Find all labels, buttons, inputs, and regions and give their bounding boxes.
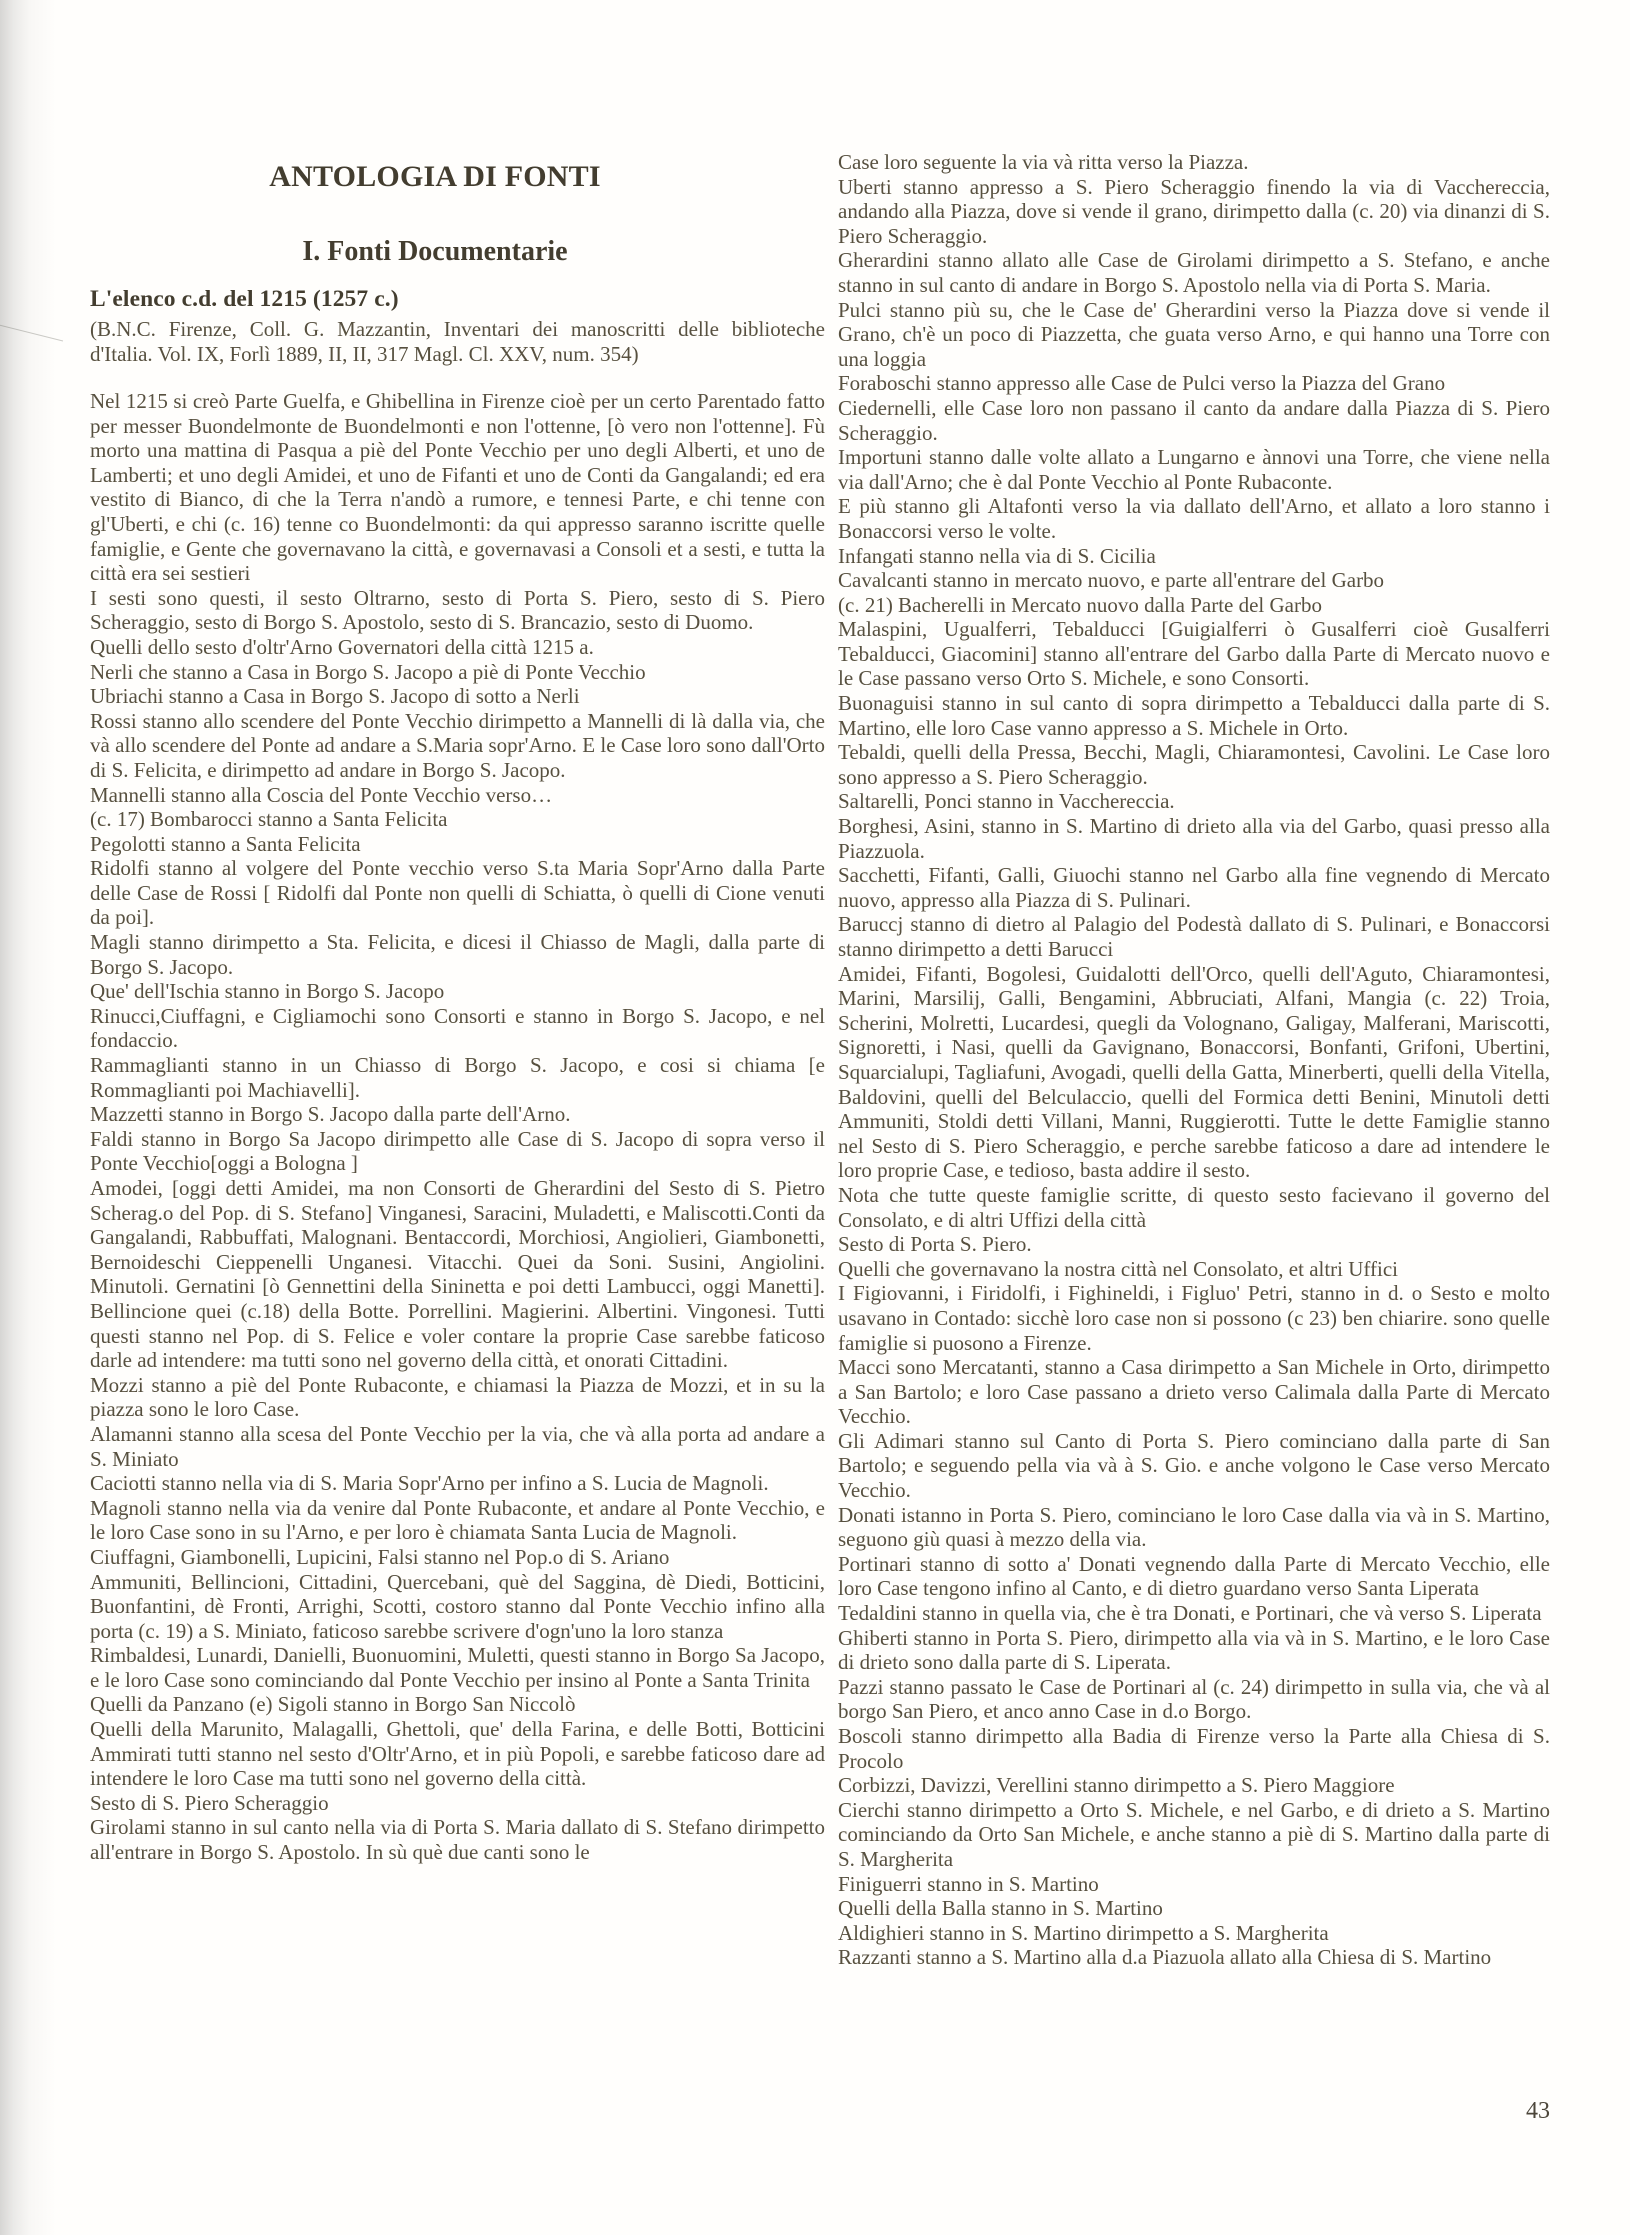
entry: Quelli che governavano la nostra città nel Consolato, et altri Uffici bbox=[838, 1256, 1399, 1281]
entry: Cavalcanti stanno in mercato nuovo, e parte all'entrare del Garbo bbox=[838, 568, 1385, 593]
entry: Gli Adimari stanno sul Canto di Porta S. Piero cominciano dalla parte di San Bartolo; e seguendo pella via và à S. Gio. e anche volgono le Case verso Mercato Vecchio. bbox=[838, 1428, 1550, 1503]
entry: Corbizzi, Davizzi, Verellini stanno dirimpetto a S. Piero Maggiore bbox=[838, 1773, 1395, 1798]
entry: Nel 1215 si creò Parte Guelfa, e Ghibellina in Firenze cioè per un certo Parentado fatto per messer Buondelmonte de Buondelmonti e non l'ottenne, [ò vero non l'ottenne]. Fù morto una mattina di Pasqua a piè del Ponte Vecchio per uno degli Alberti, et uno de Lamberti; et uno degli Amidei, et uno de Fifanti et uno de Conti da Gangalandi; ed era vestito di Bianco, di che la Terra n'andò a rumore, e tennesi Parte, e chi tenne con gl'Uberti, e chi (c. 16) tenne co Buondelmonti: da qui appresso saranno iscritte quelle famiglie, e Gente che governavano la città, e governavasi a Consoli et a sesti, e tutta la città era sei sestieri bbox=[90, 389, 825, 586]
scan-scratch-artifact bbox=[0, 324, 63, 342]
entry: Faldi stanno in Borgo Sa Jacopo dirimpetto alle Case di S. Jacopo di sopra verso il Ponte Vecchio[oggi a Bologna ] bbox=[90, 1126, 825, 1176]
right-text-column bbox=[838, 150, 1550, 1970]
entry: Ciedernelli, elle Case loro non passano il canto da andare dalla Piazza di S. Piero Scheraggio. bbox=[838, 395, 1550, 445]
entry: Sacchetti, Fifanti, Galli, Giuochi stanno nel Garbo alla fine vegnendo di Mercato nuovo, appresso alla Piazza di S. Pulinari. bbox=[838, 863, 1550, 912]
entry: Ammuniti, Bellincioni, Cittadini, Quercebani, què del Saggina, dè Diedi, Botticini, Buonfantini, dè Fronti, Arrighi, Scotti, costoro stanno dal Ponte Vecchio infino alla porta (c. 19) a S. Miniato, faticoso sarebbe scrivere d'ogn'uno la loro stanza bbox=[90, 1569, 825, 1643]
entry: (c. 21) Bacherelli in Mercato nuovo dalla Parte del Garbo bbox=[838, 592, 1322, 617]
entry: (c. 17) Bombarocci stanno a Santa Felicita bbox=[90, 807, 448, 832]
entry: Magnoli stanno nella via da venire dal Ponte Rubaconte, et andare al Ponte Vecchio, e le loro Case sono in su l'Arno, e per loro è chiamata Santa Lucia de Magnoli. bbox=[90, 1495, 825, 1545]
entry: Tebaldi, quelli della Pressa, Becchi, Magli, Chiaramontesi, Cavolini. Le Case loro sono appresso a S. Piero Scheraggio. bbox=[838, 740, 1550, 789]
entry: Quelli della Marunito, Malagalli, Ghettoli, que' della Farina, e delle Botti, Botticini Ammirati tutti stanno nel sesto d'Oltr'Arno, et in più Popoli, e sarebbe faticoso dare ad intendere le loro Case ma tutti sono nel governo della città. bbox=[90, 1717, 825, 1791]
entry: Malaspini, Ugualferri, Tebalducci [Guigialferri ò Gusalferri cioè Gusalferri Tebalducci, Giacomini] stanno all'entrare del Garbo dalla Parte di Mercato nuovo e le Case passano verso Orto S. Michele, e sono Consorti. bbox=[838, 617, 1550, 691]
entry: Baruccj stanno di dietro al Palagio del Podestà dallato di S. Pulinari, e Bonaccorsi stanno dirimpetto a detti Barucci bbox=[838, 912, 1550, 961]
entry: Mannelli stanno alla Coscia del Ponte Vecchio verso… bbox=[90, 782, 553, 807]
entry: Quelli dello sesto d'oltr'Arno Governatori della città 1215 a. bbox=[90, 634, 594, 659]
section-heading: L'elenco c.d. del 1215 (1257 c.) bbox=[90, 286, 399, 312]
entry: Saltarelli, Ponci stanno in Vacchereccia. bbox=[838, 789, 1175, 814]
entry: Macci sono Mercatanti, stanno a Casa dirimpetto a San Michele in Orto, dirimpetto a San Bartolo; e loro Case passano a drieto verso Calimala dalla Parte di Mercato Vecchio. bbox=[838, 1355, 1550, 1429]
entry: Mazzetti stanno in Borgo S. Jacopo dalla parte dell'Arno. bbox=[90, 1102, 571, 1127]
entry: Girolami stanno in sul canto nella via di Porta S. Maria dallato di S. Stefano dirimpetto all'entrare in Borgo S. Apostolo. In sù què due canti sono le bbox=[90, 1815, 825, 1865]
entry: Gherardini stanno allato alle Case de Girolami dirimpetto a S. Stefano, e anche stanno in sul canto di andare in Borgo S. Apostolo nella via di Porta S. Maria. bbox=[838, 248, 1550, 297]
entry: Pulci stanno più su, che le Case de' Gherardini verso la Piazza dove si vende il Grano, ch'è un poco di Piazzetta, che guata verso Arno, e qui hanno una Torre con una loggia bbox=[838, 297, 1550, 371]
entry: Alamanni stanno alla scesa del Ponte Vecchio per la via, che và alla porta ad andare a S. Miniato bbox=[90, 1421, 825, 1471]
entry: Razzanti stanno a S. Martino alla d.a Piazuola allato alla Chiesa di S. Martino bbox=[838, 1945, 1492, 1970]
entry: Quelli da Panzano (e) Sigoli stanno in Borgo San Niccolò bbox=[90, 1692, 576, 1717]
entry: I Figiovanni, i Firidolfi, i Fighineldi, i Figluo' Petri, stanno in d. o Sesto e molto usavano in Contado: sicchè loro case non si possono (c 23) ben chiarire. sono quelle famiglie si puosono a Firenze. bbox=[838, 1281, 1550, 1355]
entry: Rinucci,Ciuffagni, e Cigliamochi sono Consorti e stanno in Borgo S. Jacopo, e nel fondaccio. bbox=[90, 1003, 825, 1053]
page-number: 43 bbox=[1526, 2098, 1550, 2124]
entry: Cierchi stanno dirimpetto a Orto S. Michele, e nel Garbo, e di drieto a S. Martino cominciando da Orto San Michele, e anche stanno a piè di S. Martino dalla parte di S. Margherita bbox=[838, 1797, 1550, 1871]
entry: Rimbaldesi, Lunardi, Danielli, Buonuomini, Muletti, questi stanno in Borgo Sa Jacopo, e le loro Case sono cominciando dal Ponte Vecchio per insino al Ponte a Santa Trinita bbox=[90, 1643, 825, 1692]
entry: Sesto di Porta S. Piero. bbox=[838, 1232, 1032, 1257]
entry: Amidei, Fifanti, Bogolesi, Guidalotti dell'Orco, quelli dell'Aguto, Chiaramontesi, Marini, Marsilij, Galli, Bengamini, Abbruciati, Alfani, Mangia (c. 22) Troia, Scherini, Molretti, Lucardesi, quegli da Volognano, Galigay, Malferani, Mariscotti, Signoretti, i Nasi, quelli da Gavignano, Bonaccorsi, Bonfanti, Grifoni, Ubertini, Squarcialupi, Tagliafuni, Avogadi, quelli della Gatta, Minerberti, quelli della Vitella, Baldovini, quelli del Belculaccio, quelli del Formica detti Benini, Minutoli detti Ammuniti, Stoldi detti Villani, Manni, Ruggierotti. Tutte le dette Famiglie stanno nel Sesto di S. Piero Scheraggio, e perche sarebbe faticoso a dare ad intendere le loro proprie Case, e tedioso, basta addire il sesto. bbox=[838, 961, 1550, 1183]
entry: I sesti sono questi, il sesto Oltrarno, sesto di Porta S. Piero, sesto di S. Piero Scheraggio, sesto di Borgo S. Apostolo, sesto di S. Brancazio, sesto di Duomo. bbox=[90, 585, 825, 635]
entry: Rossi stanno allo scendere del Ponte Vecchio dirimpetto a Mannelli di là dalla via, che và allo scendere del Ponte ad andare a S.Maria sopr'Arno. E le Case loro sono dall'Orto di S. Felicita, e dirimpetto ad andare in Borgo S. Jacopo. bbox=[90, 708, 825, 782]
left-text-column bbox=[90, 389, 825, 1865]
entry: Uberti stanno appresso a S. Piero Scheraggio finendo la via di Vacchereccia, andando alla Piazza, dove si vende il grano, dirimpetto dalla (c. 20) via dinanzi di S. Piero Scheraggio. bbox=[838, 174, 1550, 248]
entry: Borghesi, Asini, stanno in S. Martino di drieto alla via del Garbo, quasi presso alla Piazzuola. bbox=[838, 814, 1550, 863]
entry: Infangati stanno nella via di S. Cicilia bbox=[838, 543, 1156, 568]
entry: Quelli della Balla stanno in S. Martino bbox=[838, 1896, 1163, 1921]
page-title: ANTOLOGIA DI FONTI bbox=[269, 160, 601, 193]
entry: Ubriachi stanno a Casa in Borgo S. Jacopo di sotto a Nerli bbox=[90, 684, 580, 709]
entry: Tedaldini stanno in quella via, che è tra Donati, e Portinari, che và verso S. Liperata bbox=[838, 1601, 1542, 1626]
entry: E più stanno gli Altafonti verso la via dallato dell'Arno, et allato a loro stanno i Bonaccorsi verso le volte. bbox=[838, 494, 1550, 543]
entry: Ghiberti stanno in Porta S. Piero, dirimpetto alla via và in S. Martino, e le loro Case di drieto sono dalla parte di S. Liperata. bbox=[838, 1625, 1550, 1675]
entry: Foraboschi stanno appresso alle Case de Pulci verso la Piazza del Grano bbox=[838, 371, 1446, 396]
entry: Nota che tutte queste famiglie scritte, di questo sesto facievano il governo del Consolato, e di altri Uffizi della città bbox=[838, 1182, 1550, 1232]
source-note: (B.N.C. Firenze, Coll. G. Mazzantin, Inventari dei manoscritti delle biblioteche d'Italia. Vol. IX, Forlì 1889, II, II, 317 Magl. Cl. XXV, num. 354) bbox=[90, 317, 825, 366]
entry: Nerli che stanno a Casa in Borgo S. Jacopo a piè di Ponte Vecchio bbox=[90, 659, 646, 684]
scan-gutter-shadow bbox=[0, 0, 56, 2235]
entry: Boscoli stanno dirimpetto alla Badia di Firenze verso la Parte alla Chiesa di S. Procolo bbox=[838, 1724, 1550, 1773]
entry: Mozzi stanno a piè del Ponte Rubaconte, e chiamasi la Piazza de Mozzi, et in su la piazza sono le loro Case. bbox=[90, 1372, 825, 1422]
entry: Buonaguisi stanno in sul canto di sopra dirimpetto a Tebalducci dalla parte di S. Martino, elle loro Case vanno appresso a S. Michele in Orto. bbox=[838, 691, 1550, 740]
entry: Importuni stanno dalle volte allato a Lungarno e ànnovi una Torre, che viene nella via dall'Arno; che è dal Ponte Vecchio al Ponte Rubaconte. bbox=[838, 445, 1550, 494]
entry: Rammaglianti stanno in un Chiasso di Borgo S. Jacopo, e cosi si chiama [e Rommaglianti poi Machiavelli]. bbox=[90, 1053, 825, 1102]
entry: Amodei, [oggi detti Amidei, ma non Consorti de Gherardini del Sesto di S. Pietro Scherag.o del Pop. di S. Stefano] Vinganesi, Saracini, Muladetti, e Maliscotti.Conti da Gangalandi, Rabbuffati, Malognani. Bentaccordi, Morchiosi, Angiolieri, Giambonetti, Bernoideschi Cieppenelli Unganesi. Vitacchi. Quei da Soni. Susini, Angiolini. Minutoli. Gernatini [ò Gennettini della Sininetta e poi detti Lambucci, oggi Manetti]. Bellincione quei (c.18) della Botte. Porrellini. Magierini. Albertini. Vingonesi. Tutti questi stanno nel Pop. di S. Felice e voler contare la proprie Case sarebbe faticoso darle ad intendere: ma tutti sono nel governo della città, et onorati Cittadini. bbox=[90, 1176, 825, 1373]
page-subtitle: I. Fonti Documentarie bbox=[302, 236, 568, 267]
entry: Pazzi stanno passato le Case de Portinari al (c. 24) dirimpetto in sulla via, che và al borgo San Piero, et anco anno Case in d.o Borgo. bbox=[838, 1674, 1550, 1724]
entry: Ridolfi stanno al volgere del Ponte vecchio verso S.ta Maria Sopr'Arno dalla Parte delle Case de Rossi [ Ridolfi dal Ponte non quelli di Schiatta, ò quelli di Cione venuti da poi]. bbox=[90, 856, 825, 930]
entry: Magli stanno dirimpetto a Sta. Felicita, e dicesi il Chiasso de Magli, dalla parte di Borgo S. Jacopo. bbox=[90, 930, 825, 979]
entry: Aldighieri stanno in S. Martino dirimpetto a S. Margherita bbox=[838, 1920, 1329, 1945]
entry: Portinari stanno di sotto a' Donati vegnendo dalla Parte di Mercato Vecchio, elle loro Case tengono infino al Canto, e di dietro guardano verso Santa Liperata bbox=[838, 1551, 1550, 1601]
entry: Caciotti stanno nella via di S. Maria Sopr'Arno per infino a S. Lucia de Magnoli. bbox=[90, 1471, 769, 1496]
entry: Sesto di S. Piero Scheraggio bbox=[90, 1790, 329, 1815]
entry: Pegolotti stanno a Santa Felicita bbox=[90, 831, 361, 856]
entry: Finiguerri stanno in S. Martino bbox=[838, 1871, 1099, 1896]
entry: Que' dell'Ischia stanno in Borgo S. Jacopo bbox=[90, 979, 445, 1004]
entry: Case loro seguente la via và ritta verso la Piazza. bbox=[838, 150, 1249, 174]
entry: Ciuffagni, Giambonelli, Lupicini, Falsi stanno nel Pop.o di S. Ariano bbox=[90, 1544, 670, 1569]
entry: Donati istanno in Porta S. Piero, cominciano le loro Case dalla via và in S. Martino, seguono giù quasi à mezzo della via. bbox=[838, 1502, 1550, 1552]
